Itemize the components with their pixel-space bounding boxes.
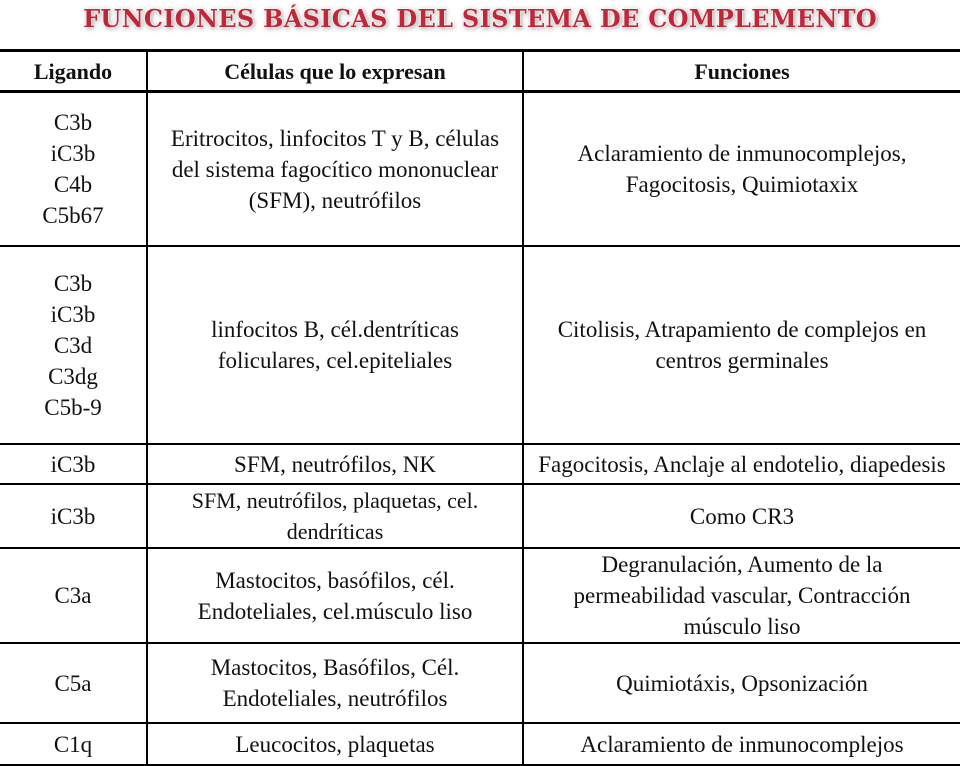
ligand-cell bbox=[0, 246, 147, 444]
table-row bbox=[0, 643, 960, 723]
functions-cell: Quimiotáxis, Opsonización bbox=[523, 643, 960, 723]
table-row bbox=[0, 723, 960, 765]
cells-cell: Mastocitos, Basófilos, Cél. Endoteliales, neutrófilos bbox=[147, 643, 523, 723]
functions-cell: Citolisis, Atrapamiento de complejos en centros germinales bbox=[523, 246, 960, 444]
ligand-cell bbox=[0, 723, 147, 765]
ligand-name: C3a bbox=[54, 583, 92, 608]
ligand-name: C3b bbox=[53, 270, 93, 296]
cells-cell: Leucocitos, plaquetas bbox=[147, 723, 523, 765]
table-row bbox=[0, 444, 960, 484]
functions-cell: Aclaramiento de inmunocomplejos bbox=[523, 723, 960, 765]
cells-cell: SFM, neutrófilos, plaquetas, cel. dendríticas bbox=[147, 484, 523, 548]
functions-cell: Como CR3 bbox=[523, 484, 960, 548]
functions-cell: Degranulación, Aumento de la permeabilidad vascular, Contracción músculo liso bbox=[523, 548, 960, 643]
functions-cell: Fagocitosis, Anclaje al endotelio, diapedesis bbox=[523, 444, 960, 484]
ligand-cell bbox=[0, 92, 147, 247]
ligand-name: iC3b bbox=[50, 503, 96, 529]
table-row bbox=[0, 92, 960, 247]
ligand-cell bbox=[0, 484, 147, 548]
ligand-name: C5b-9 bbox=[44, 394, 102, 420]
ligand-cell bbox=[0, 444, 147, 484]
complement-table bbox=[0, 52, 960, 766]
header-ligando: Ligando bbox=[0, 52, 147, 92]
ligand-name: C3b bbox=[53, 110, 93, 135]
ligand-name: C4b bbox=[53, 172, 93, 197]
ligand-name: C3d bbox=[53, 332, 93, 358]
ligand-name: C3dg bbox=[48, 363, 98, 389]
functions-cell: Aclaramiento de inmunocomplejos, Fagocitosis, Quimiotaxix bbox=[523, 92, 960, 247]
table-row bbox=[0, 484, 960, 548]
table-row bbox=[0, 246, 960, 444]
header-row bbox=[0, 52, 960, 92]
cells-cell: SFM, neutrófilos, NK bbox=[147, 444, 523, 484]
ligand-name: C1q bbox=[53, 731, 93, 757]
cells-cell: Eritrocitos, linfocitos T y B, células del sistema fagocítico mononuclear (SFM), neutrófilos bbox=[147, 92, 523, 247]
ligand-name: iC3b bbox=[50, 451, 96, 477]
page-title: FUNCIONES BÁSICAS DEL SISTEMA DE COMPLEMENTO bbox=[83, 4, 877, 33]
header-celulas: Células que lo expresan bbox=[147, 52, 523, 92]
ligand-name: C5b67 bbox=[42, 203, 104, 228]
ligand-name: iC3b bbox=[50, 141, 96, 166]
table-container bbox=[0, 52, 960, 757]
header-funciones: Funciones bbox=[523, 52, 960, 92]
cells-cell: linfocitos B, cél.dentríticas foliculares, cel.epiteliales bbox=[147, 246, 523, 444]
cells-cell: Mastocitos, basófilos, cél. Endoteliales, cel.músculo liso bbox=[147, 548, 523, 643]
ligand-cell bbox=[0, 643, 147, 723]
ligand-name: iC3b bbox=[50, 301, 96, 327]
ligand-name: C5a bbox=[54, 670, 92, 696]
ligand-cell bbox=[0, 548, 147, 643]
table-row bbox=[0, 548, 960, 643]
